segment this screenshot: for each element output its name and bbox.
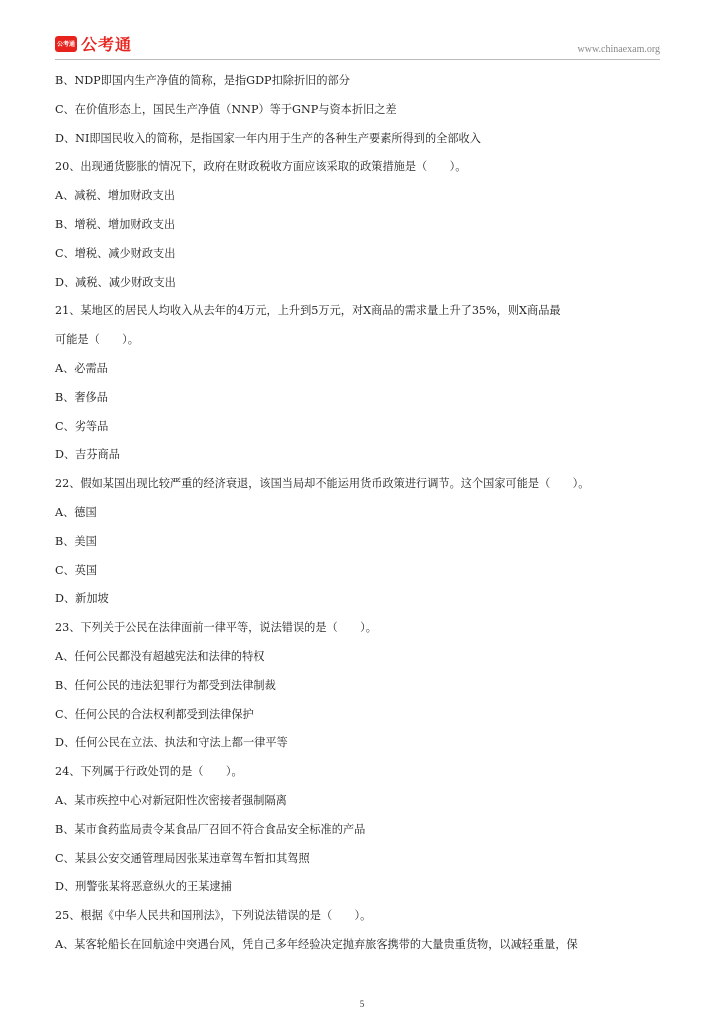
text-line: B、某市食药监局责令某食品厂召回不符合食品安全标准的产品 [55,822,366,836]
text-line: B、任何公民的违法犯罪行为都受到法律制裁 [55,678,276,692]
text-line: 20、出现通货膨胀的情况下，政府在财政税收方面应该采取的政策措施是（ ）。 [55,160,467,174]
text-line: D、任何公民在立法、执法和守法上都一律平等 [55,736,288,750]
text-line: B、美国 [55,534,97,548]
logo-text: 公考通 [81,35,133,54]
page-number: 5 [359,999,365,1009]
text-line: D、吉芬商品 [55,448,120,462]
text-line: A、德国 [55,506,97,519]
text-line: C、增税、减少财政支出 [55,246,176,260]
text-line: B、增税、增加财政支出 [55,218,176,231]
text-line: 24、下列属于行政处罚的是（ ）。 [55,765,243,779]
text-line: A、任何公民都没有超越宪法和法律的特权 [55,650,265,663]
page-header [0,0,724,64]
text-line: 21、某地区的居民人均收入从去年的4万元，上升到5万元，对X商品的需求量上升了35%，则X商品最 [55,304,561,318]
text-line: A、某客轮船长在回航途中突遇台风，凭自己多年经验决定抛弃旅客携带的大量贵重货物，以减轻重量，保 [55,938,578,951]
text-line: C、在价值形态上，国民生产净值（NNP）等于GNP与资本折旧之差 [55,102,397,116]
header-divider [55,59,660,60]
logo-badge: 公考通 [55,36,77,52]
text-line: C、劣等品 [55,419,109,433]
text-line: 可能是（ ）。 [55,333,139,347]
text-line: C、英国 [55,563,98,577]
text-line: D、刑警张某将恶意纵火的王某逮捕 [55,880,232,894]
logo [55,32,132,55]
site-url: www.chinaexam.org [577,44,660,55]
text-line: A、减税、增加财政支出 [55,189,175,203]
text-line: 23、下列关于公民在法律面前一律平等，说法错误的是（ ）。 [55,621,377,635]
text-line: D、新加坡 [55,592,109,606]
text-line: A、必需品 [55,362,108,375]
text-line: C、任何公民的合法权利都受到法律保护 [55,707,254,721]
text-line: C、某县公安交通管理局因张某违章驾车暂扣其驾照 [55,851,310,865]
text-line: 25、根据《中华人民共和国刑法》，下列说法错误的是（ ）。 [55,909,372,923]
text-line: A、某市疾控中心对新冠阳性次密接者强制隔离 [55,794,287,807]
text-line: D、NI即国民收入的简称，是指国家一年内用于生产的各种生产要素所得到的全部收入 [55,131,481,145]
text-line: 22、假如某国出现比较严重的经济衰退，该国当局却不能运用货币政策进行调节。这个国家可能是（ ）。 [55,477,590,491]
text-line: D、减税、减少财政支出 [55,275,176,289]
text-line: B、奢侈品 [55,390,108,404]
text-line: B、NDP即国内生产净值的简称，是指GDP扣除折旧的部分 [55,74,350,87]
